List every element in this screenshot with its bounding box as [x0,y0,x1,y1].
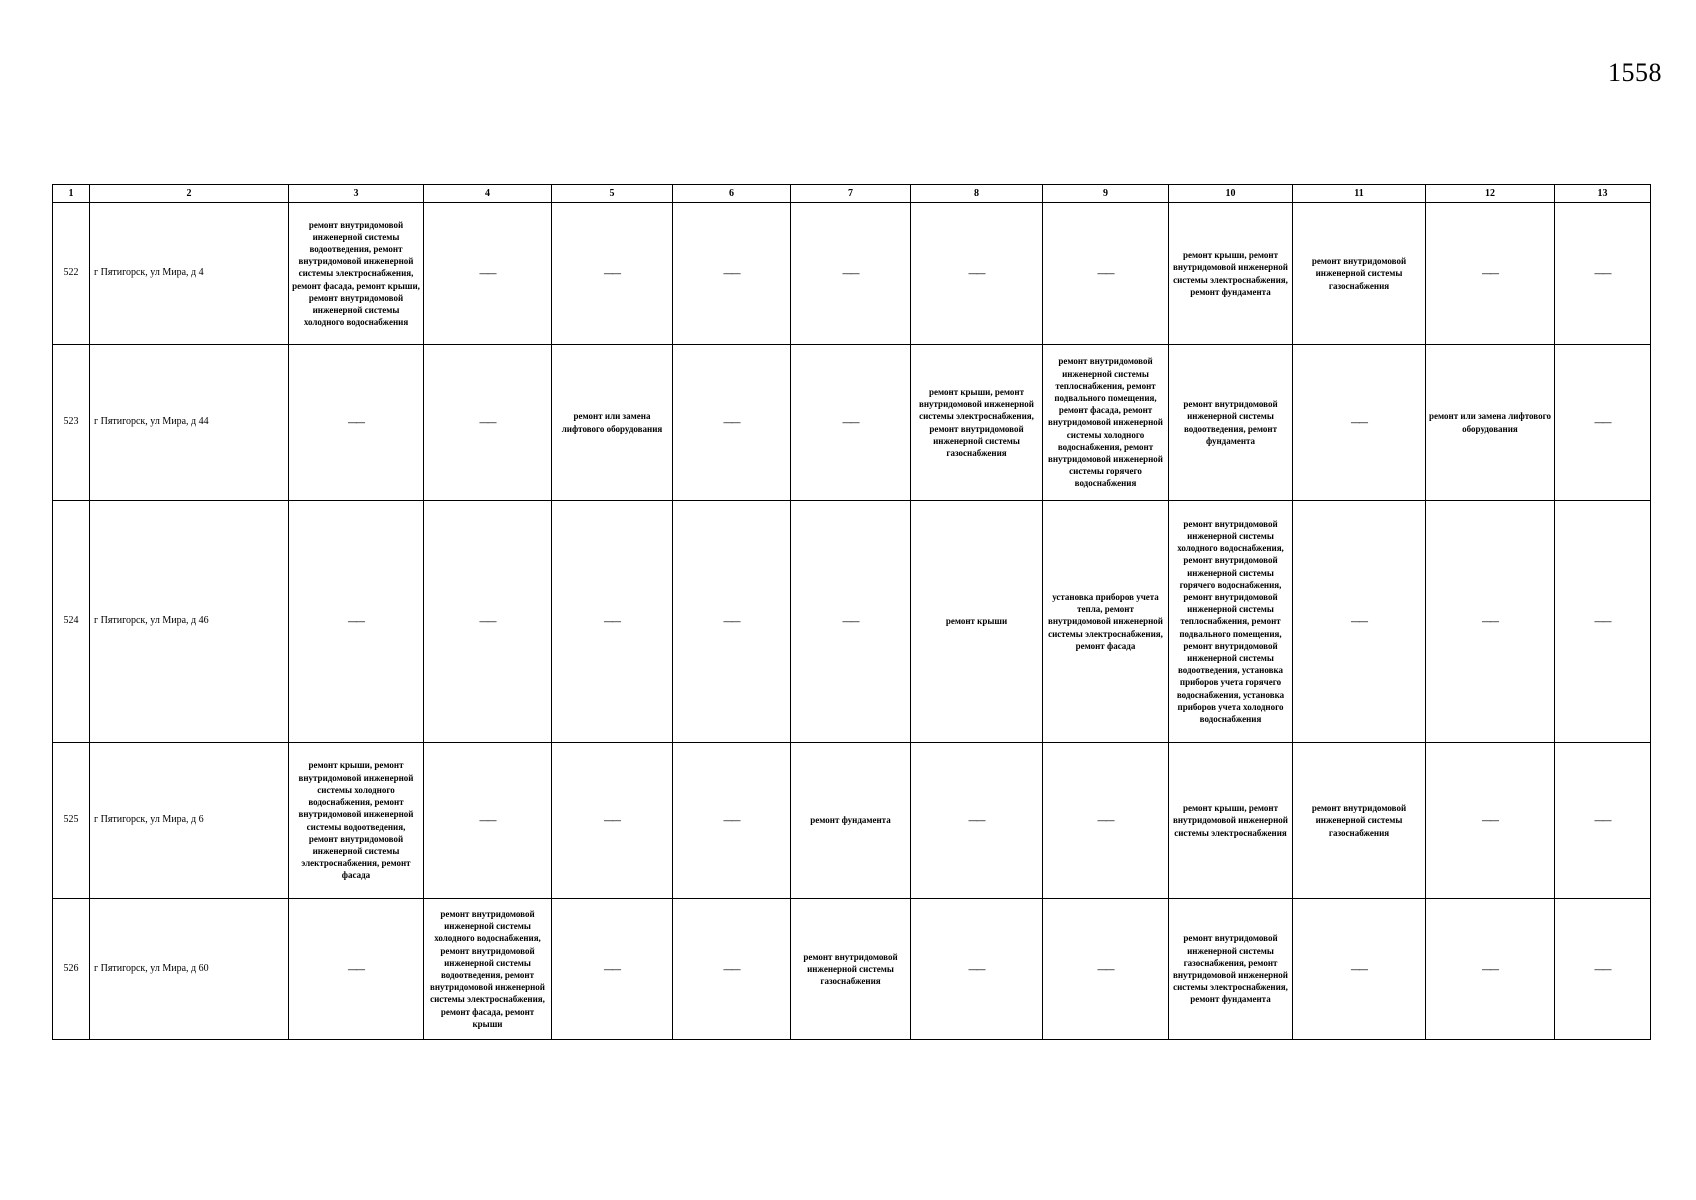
work-cell: ремонт внутридомовой инженерной системы водоотведения, ремонт внутридомовой инженерной системы электроснабжения, ремонт фасада, ремонт крыши, ремонт внутридомовой инженерной системы холодного водоснабжения [289,203,424,345]
row-number: 522 [53,203,90,345]
row-number: 524 [53,501,90,743]
repair-registry-table [52,184,1651,1040]
column-header: 13 [1555,185,1651,203]
work-cell: ремонт внутридомовой инженерной системы холодного водоснабжения, ремонт внутридомовой инженерной системы горячего водоснабжения, ремонт внутридомовой инженерной системы теплоснабжения, ремонт подвального помещения, ремонт внутридомовой инженерной системы водоотведения, установка приборов учета горячего водоснабжения, установка приборов учета холодного водоснабжения [1169,501,1293,743]
work-cell: —— [911,743,1043,899]
work-cell: установка приборов учета тепла, ремонт внутридомовой инженерной системы электроснабжения, ремонт фасада [1043,501,1169,743]
address-cell: г Пятигорск, ул Мира, д 4 [90,203,289,345]
work-cell: —— [289,501,424,743]
work-cell: —— [791,345,911,501]
work-cell: —— [1426,501,1555,743]
work-cell: —— [1043,743,1169,899]
work-cell: —— [791,203,911,345]
work-cell: ремонт фундамента [791,743,911,899]
work-cell: —— [1426,899,1555,1040]
column-header: 4 [424,185,552,203]
work-cell: —— [791,501,911,743]
work-cell: —— [1555,743,1651,899]
work-cell: ремонт внутридомовой инженерной системы газоснабжения [791,899,911,1040]
work-cell: —— [673,345,791,501]
work-cell: —— [552,743,673,899]
work-cell: —— [1293,501,1426,743]
work-cell: —— [673,203,791,345]
work-cell: ремонт внутридомовой инженерной системы газоснабжения [1293,203,1426,345]
column-header: 8 [911,185,1043,203]
column-header: 5 [552,185,673,203]
work-cell: —— [424,203,552,345]
work-cell: —— [911,899,1043,1040]
work-cell: —— [1555,203,1651,345]
work-cell: ремонт внутридомовой инженерной системы теплоснабжения, ремонт подвального помещения, ремонт фасада, ремонт внутридомовой инженерной системы холодного водоснабжения, ремонт внутридомовой инженерной системы горячего водоснабжения [1043,345,1169,501]
column-header: 11 [1293,185,1426,203]
work-cell: ремонт внутридомовой инженерной системы холодного водоснабжения, ремонт внутридомовой инженерной системы водоотведения, ремонт внутридомовой инженерной системы электроснабжения, ремонт фасада, ремонт крыши [424,899,552,1040]
work-cell: —— [1555,345,1651,501]
address-cell: г Пятигорск, ул Мира, д 46 [90,501,289,743]
work-cell: —— [1555,899,1651,1040]
work-cell: ремонт крыши, ремонт внутридомовой инженерной системы электроснабжения, ремонт внутридомовой инженерной системы газоснабжения [911,345,1043,501]
page-number: 1558 [1608,58,1662,87]
work-cell: —— [1293,899,1426,1040]
work-cell: —— [673,899,791,1040]
row-number: 526 [53,899,90,1040]
address-cell: г Пятигорск, ул Мира, д 6 [90,743,289,899]
work-cell: —— [1043,203,1169,345]
work-cell: —— [1426,203,1555,345]
work-cell: —— [911,203,1043,345]
column-header: 2 [90,185,289,203]
column-header: 12 [1426,185,1555,203]
work-cell: —— [424,501,552,743]
work-cell: —— [1293,345,1426,501]
table-row [53,743,1651,899]
table-row [53,345,1651,501]
work-cell: ремонт внутридомовой инженерной системы водоотведения, ремонт фундамента [1169,345,1293,501]
work-cell: —— [1426,743,1555,899]
work-cell: —— [1043,899,1169,1040]
address-cell: г Пятигорск, ул Мира, д 44 [90,345,289,501]
work-cell: —— [673,743,791,899]
work-cell: ремонт или замена лифтового оборудования [552,345,673,501]
table-row [53,899,1651,1040]
table-row [53,203,1651,345]
work-cell: —— [424,345,552,501]
work-cell: —— [289,345,424,501]
work-cell: —— [552,501,673,743]
work-cell: —— [289,899,424,1040]
column-header: 6 [673,185,791,203]
work-cell: ремонт внутридомовой инженерной системы газоснабжения [1293,743,1426,899]
work-cell: —— [673,501,791,743]
work-cell: ремонт крыши, ремонт внутридомовой инженерной системы электроснабжения [1169,743,1293,899]
column-header: 1 [53,185,90,203]
column-header: 7 [791,185,911,203]
work-cell: ремонт или замена лифтового оборудования [1426,345,1555,501]
address-cell: г Пятигорск, ул Мира, д 60 [90,899,289,1040]
column-header: 3 [289,185,424,203]
column-header: 9 [1043,185,1169,203]
work-cell: —— [1555,501,1651,743]
row-number: 525 [53,743,90,899]
work-cell: ремонт крыши [911,501,1043,743]
work-cell: ремонт внутридомовой инженерной системы газоснабжения, ремонт внутридомовой инженерной системы электроснабжения, ремонт фундамента [1169,899,1293,1040]
work-cell: —— [552,203,673,345]
table-row [53,501,1651,743]
work-cell: —— [424,743,552,899]
row-number: 523 [53,345,90,501]
column-number-row [53,185,1651,203]
column-header: 10 [1169,185,1293,203]
work-cell: —— [552,899,673,1040]
work-cell: ремонт крыши, ремонт внутридомовой инженерной системы холодного водоснабжения, ремонт внутридомовой инженерной системы водоотведения, ремонт внутридомовой инженерной системы электроснабжения, ремонт фасада [289,743,424,899]
work-cell: ремонт крыши, ремонт внутридомовой инженерной системы электроснабжения, ремонт фундамента [1169,203,1293,345]
